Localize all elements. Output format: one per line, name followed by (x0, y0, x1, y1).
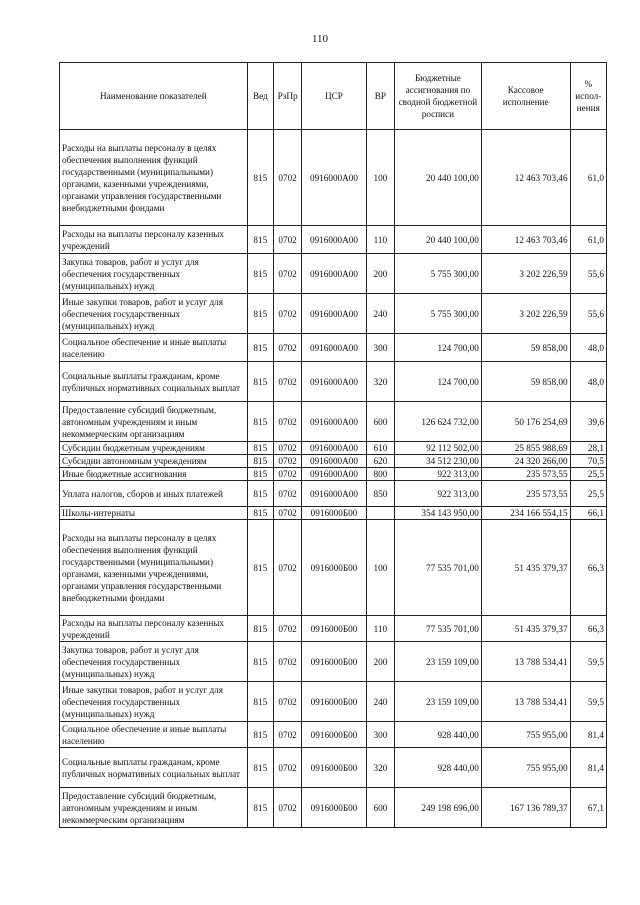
row-cash: 12 463 703,46 (481, 226, 570, 254)
row-percent: 66,3 (570, 520, 606, 616)
row-name: Иные закупки товаров, работ и услуг для обеспечения государственных (муниципальных) нужд (60, 294, 248, 334)
row-vr: 600 (366, 402, 394, 442)
row-name: Социальные выплаты гражданам, кроме публичных нормативных социальных выплат (60, 748, 248, 788)
table-row (60, 130, 607, 226)
row-rzpr: 0702 (273, 130, 301, 226)
row-name: Субсидии автономным учреждениям (60, 455, 248, 468)
row-rzpr: 0702 (273, 682, 301, 722)
row-rzpr: 0702 (273, 402, 301, 442)
row-percent: 28,1 (570, 442, 606, 455)
row-assignments: 922 313,00 (395, 468, 482, 481)
row-rzpr: 0702 (273, 226, 301, 254)
table-row (60, 616, 607, 642)
row-name: Закупка товаров, работ и услуг для обеспечения государственных (муниципальных) нужд (60, 254, 248, 294)
row-rzpr: 0702 (273, 455, 301, 468)
row-percent: 81,4 (570, 748, 606, 788)
row-rzpr: 0702 (273, 616, 301, 642)
table-row (60, 254, 607, 294)
row-csr: 0916000А00 (302, 455, 367, 468)
row-ved: 815 (247, 748, 273, 788)
row-percent: 39,6 (570, 402, 606, 442)
row-cash: 235 573,55 (481, 481, 570, 507)
row-ved: 815 (247, 481, 273, 507)
row-rzpr: 0702 (273, 520, 301, 616)
row-assignments: 922 313,00 (395, 481, 482, 507)
row-assignments: 20 440 100,00 (395, 130, 482, 226)
row-name: Социальное обеспечение и иные выплаты населению (60, 722, 248, 748)
row-name: Расходы на выплаты персоналу казенных учреждений (60, 226, 248, 254)
table-header-row (60, 63, 607, 130)
row-name: Социальное обеспечение и иные выплаты населению (60, 334, 248, 362)
row-assignments: 928 440,00 (395, 722, 482, 748)
row-csr: 0916000А00 (302, 468, 367, 481)
table-row (60, 520, 607, 616)
row-ved: 815 (247, 130, 273, 226)
row-rzpr: 0702 (273, 722, 301, 748)
row-csr: 0916000Б00 (302, 722, 367, 748)
budget-execution-table (59, 62, 607, 828)
row-vr: 320 (366, 362, 394, 402)
row-vr: 110 (366, 616, 394, 642)
header-cash: Кассовое исполнение (481, 63, 570, 130)
row-rzpr: 0702 (273, 748, 301, 788)
row-rzpr: 0702 (273, 254, 301, 294)
row-cash: 755 955,00 (481, 722, 570, 748)
row-cash: 755 955,00 (481, 748, 570, 788)
row-vr: 110 (366, 226, 394, 254)
row-percent: 66,1 (570, 507, 606, 520)
row-cash: 13 788 534,41 (481, 642, 570, 682)
row-cash: 51 435 379,37 (481, 520, 570, 616)
row-name: Расходы на выплаты персоналу казенных учреждений (60, 616, 248, 642)
row-name: Предоставление субсидий бюджетным, автономным учреждениям и иным некоммерческим организациям (60, 788, 248, 828)
row-rzpr: 0702 (273, 294, 301, 334)
row-percent: 67,1 (570, 788, 606, 828)
row-csr: 0916000Б00 (302, 682, 367, 722)
row-ved: 815 (247, 455, 273, 468)
row-vr: 240 (366, 682, 394, 722)
row-name: Субсидии бюджетным учреждениям (60, 442, 248, 455)
row-vr: 240 (366, 294, 394, 334)
table-row (60, 334, 607, 362)
row-ved: 815 (247, 642, 273, 682)
row-ved: 815 (247, 520, 273, 616)
row-rzpr: 0702 (273, 788, 301, 828)
row-cash: 12 463 703,46 (481, 130, 570, 226)
page-number: 110 (311, 33, 329, 45)
row-csr: 0916000А00 (302, 481, 367, 507)
row-assignments: 5 755 300,00 (395, 294, 482, 334)
row-rzpr: 0702 (273, 481, 301, 507)
row-cash: 59 858,00 (481, 362, 570, 402)
row-assignments: 92 112 502,00 (395, 442, 482, 455)
row-ved: 815 (247, 507, 273, 520)
row-csr: 0916000Б00 (302, 748, 367, 788)
row-csr: 0916000А00 (302, 402, 367, 442)
row-percent: 55,6 (570, 254, 606, 294)
table-row (60, 507, 607, 520)
table-row (60, 468, 607, 481)
row-ved: 815 (247, 254, 273, 294)
row-cash: 59 858,00 (481, 334, 570, 362)
row-csr: 0916000А00 (302, 226, 367, 254)
row-csr: 0916000Б00 (302, 788, 367, 828)
table-row (60, 455, 607, 468)
row-percent: 25,5 (570, 481, 606, 507)
row-vr: 100 (366, 130, 394, 226)
row-percent: 81,4 (570, 722, 606, 748)
table-row (60, 226, 607, 254)
row-ved: 815 (247, 226, 273, 254)
header-vr: ВР (366, 63, 394, 130)
row-csr: 0916000А00 (302, 334, 367, 362)
row-percent: 48,0 (570, 362, 606, 402)
header-ved: Вед (247, 63, 273, 130)
row-ved: 815 (247, 402, 273, 442)
row-percent: 66,3 (570, 616, 606, 642)
row-assignments: 34 512 230,00 (395, 455, 482, 468)
row-rzpr: 0702 (273, 507, 301, 520)
row-rzpr: 0702 (273, 442, 301, 455)
row-name: Предоставление субсидий бюджетным, автономным учреждениям и иным некоммерческим организациям (60, 402, 248, 442)
row-cash: 24 320 266,00 (481, 455, 570, 468)
row-assignments: 23 159 109,00 (395, 642, 482, 682)
header-percent: % испол-нения (570, 63, 606, 130)
row-ved: 815 (247, 468, 273, 481)
row-assignments: 928 440,00 (395, 748, 482, 788)
row-assignments: 23 159 109,00 (395, 682, 482, 722)
row-percent: 61,0 (570, 130, 606, 226)
row-rzpr: 0702 (273, 334, 301, 362)
row-csr: 0916000Б00 (302, 507, 367, 520)
row-ved: 815 (247, 616, 273, 642)
table-row (60, 788, 607, 828)
row-name: Уплата налогов, сборов и иных платежей (60, 481, 248, 507)
row-vr: 800 (366, 468, 394, 481)
row-csr: 0916000А00 (302, 130, 367, 226)
row-csr: 0916000А00 (302, 294, 367, 334)
row-ved: 815 (247, 442, 273, 455)
row-vr: 200 (366, 254, 394, 294)
row-vr: 200 (366, 642, 394, 682)
header-assignments: Бюджетные ассигнования по сводной бюджетной росписи (395, 63, 482, 130)
table-row (60, 748, 607, 788)
table-row (60, 682, 607, 722)
row-percent: 59,5 (570, 682, 606, 722)
row-csr: 0916000А00 (302, 362, 367, 402)
row-assignments: 20 440 100,00 (395, 226, 482, 254)
row-assignments: 354 143 950,00 (395, 507, 482, 520)
row-csr: 0916000Б00 (302, 616, 367, 642)
row-rzpr: 0702 (273, 468, 301, 481)
table-row (60, 362, 607, 402)
row-vr: 620 (366, 455, 394, 468)
header-name: Наименование показателей (60, 63, 248, 130)
row-vr: 600 (366, 788, 394, 828)
row-ved: 815 (247, 682, 273, 722)
row-ved: 815 (247, 362, 273, 402)
header-rzpr: РзПр (273, 63, 301, 130)
row-assignments: 126 624 732,00 (395, 402, 482, 442)
row-cash: 234 166 554,15 (481, 507, 570, 520)
row-name: Расходы на выплаты персоналу в целях обеспечения выполнения функций государственными (муниципальными) органами, казенными учреждениями, органами управления государственными внебюджетными фондами (60, 520, 248, 616)
row-vr: 100 (366, 520, 394, 616)
row-csr: 0916000А00 (302, 254, 367, 294)
row-ved: 815 (247, 788, 273, 828)
row-cash: 167 136 789,37 (481, 788, 570, 828)
table-row (60, 402, 607, 442)
row-name: Расходы на выплаты персоналу в целях обеспечения выполнения функций государственными (муниципальными) органами, казенными учреждениями, органами управления государственными внебюджетными фондами (60, 130, 248, 226)
row-rzpr: 0702 (273, 642, 301, 682)
row-assignments: 124 700,00 (395, 334, 482, 362)
row-csr: 0916000А00 (302, 442, 367, 455)
row-name: Социальные выплаты гражданам, кроме публичных нормативных социальных выплат (60, 362, 248, 402)
row-cash: 3 202 226,59 (481, 294, 570, 334)
table-row (60, 642, 607, 682)
row-name: Иные бюджетные ассигнования (60, 468, 248, 481)
row-vr: 320 (366, 748, 394, 788)
row-percent: 59,5 (570, 642, 606, 682)
row-vr: 850 (366, 481, 394, 507)
row-vr (366, 507, 394, 520)
row-ved: 815 (247, 334, 273, 362)
row-percent: 55,6 (570, 294, 606, 334)
row-percent: 25,5 (570, 468, 606, 481)
row-assignments: 77 535 701,00 (395, 616, 482, 642)
row-name: Школы-интернаты (60, 507, 248, 520)
row-assignments: 249 198 696,00 (395, 788, 482, 828)
row-percent: 61,0 (570, 226, 606, 254)
row-name: Иные закупки товаров, работ и услуг для обеспечения государственных (муниципальных) нужд (60, 682, 248, 722)
row-assignments: 5 755 300,00 (395, 254, 482, 294)
header-csr: ЦСР (302, 63, 367, 130)
table-row (60, 481, 607, 507)
row-cash: 51 435 379,37 (481, 616, 570, 642)
row-csr: 0916000Б00 (302, 520, 367, 616)
row-cash: 235 573,55 (481, 468, 570, 481)
table-row (60, 294, 607, 334)
row-vr: 300 (366, 722, 394, 748)
row-cash: 13 788 534,41 (481, 682, 570, 722)
row-percent: 70,5 (570, 455, 606, 468)
row-vr: 300 (366, 334, 394, 362)
row-rzpr: 0702 (273, 362, 301, 402)
table-row (60, 722, 607, 748)
row-csr: 0916000Б00 (302, 642, 367, 682)
row-assignments: 124 700,00 (395, 362, 482, 402)
table-row (60, 442, 607, 455)
row-cash: 3 202 226,59 (481, 254, 570, 294)
row-ved: 815 (247, 294, 273, 334)
row-ved: 815 (247, 722, 273, 748)
row-cash: 25 855 988,69 (481, 442, 570, 455)
row-name: Закупка товаров, работ и услуг для обеспечения государственных (муниципальных) нужд (60, 642, 248, 682)
row-vr: 610 (366, 442, 394, 455)
row-assignments: 77 535 701,00 (395, 520, 482, 616)
row-percent: 48,0 (570, 334, 606, 362)
row-cash: 50 176 254,69 (481, 402, 570, 442)
